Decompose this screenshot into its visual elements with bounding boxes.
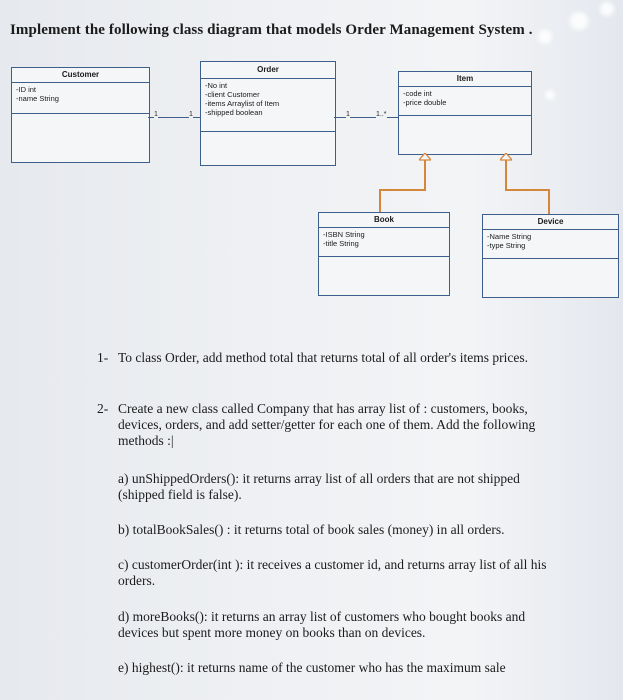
inheritance-line bbox=[506, 189, 550, 191]
attribute: -No int bbox=[205, 81, 228, 90]
attribute: -client Customer bbox=[205, 90, 260, 99]
attribute: -price double bbox=[403, 98, 447, 107]
attribute: -ID int bbox=[16, 85, 37, 94]
multiplicity-label: 1 bbox=[189, 111, 193, 118]
class-attributes bbox=[483, 230, 618, 259]
class-methods bbox=[483, 259, 618, 263]
class-attributes bbox=[399, 87, 531, 116]
glare-spot bbox=[570, 12, 588, 30]
multiplicity-label: 1 bbox=[346, 111, 350, 118]
class-order bbox=[200, 61, 336, 166]
method-a: a) unShippedOrders(): it returns array list of all orders that are not shipped (shipped field is false). bbox=[118, 471, 520, 502]
class-methods bbox=[201, 132, 335, 136]
attribute: -name String bbox=[16, 94, 59, 103]
inheritance-line bbox=[379, 189, 425, 191]
glare-spot bbox=[600, 2, 614, 16]
class-attributes bbox=[12, 83, 149, 114]
class-name: Item bbox=[399, 72, 531, 87]
class-name: Customer bbox=[12, 68, 149, 83]
class-customer bbox=[11, 67, 150, 163]
question-number: 2- bbox=[97, 401, 109, 416]
association-line bbox=[334, 117, 398, 118]
attribute: -code int bbox=[403, 89, 432, 98]
attribute: -Name String bbox=[487, 232, 532, 241]
attribute: -ISBN String bbox=[323, 230, 365, 239]
method-e: e) highest(): it returns name of the customer who has the maximum sale bbox=[118, 660, 506, 675]
attribute: -shipped boolean bbox=[205, 108, 263, 117]
method-b: b) totalBookSales() : it returns total of book sales (money) in all orders. bbox=[118, 522, 505, 537]
method-d: d) moreBooks(): it returns an array list of customers who bought books and devices but spent more money on books than on devices. bbox=[118, 609, 526, 640]
class-item bbox=[398, 71, 532, 155]
attribute: -items Arraylist of Item bbox=[205, 99, 280, 108]
class-attributes bbox=[319, 228, 449, 257]
inheritance-line bbox=[548, 190, 550, 214]
class-name: Device bbox=[483, 215, 618, 230]
multiplicity-label: 1 bbox=[154, 111, 158, 118]
glare-spot bbox=[545, 90, 555, 100]
question-number: 1- bbox=[97, 350, 109, 365]
class-methods bbox=[399, 116, 531, 120]
class-book bbox=[318, 212, 450, 296]
class-methods bbox=[12, 114, 149, 118]
attribute: -title String bbox=[323, 239, 359, 248]
multiplicity-label: 1..* bbox=[376, 111, 387, 118]
glare-spot bbox=[538, 30, 552, 44]
question-1: To class Order, add method total that returns total of all order's items prices. bbox=[118, 350, 528, 365]
class-name: Order bbox=[201, 62, 335, 79]
attribute: -type String bbox=[487, 241, 526, 250]
inheritance-line bbox=[379, 190, 381, 212]
class-attributes bbox=[201, 79, 335, 132]
class-device bbox=[482, 214, 619, 298]
class-name: Book bbox=[319, 213, 449, 228]
inheritance-arrow-icon bbox=[500, 153, 512, 161]
class-methods bbox=[319, 257, 449, 261]
page-title: Implement the following class diagram that models Order Management System . bbox=[10, 22, 533, 38]
question-2: Create a new class called Company that has array list of : customers, books, devices, orders, and add setter/getter for each one of them. Add the following methods :| bbox=[118, 401, 536, 448]
inheritance-arrow-icon bbox=[419, 153, 431, 161]
method-c: c) customerOrder(int ): it receives a customer id, and returns array list of all his orders. bbox=[118, 557, 547, 588]
